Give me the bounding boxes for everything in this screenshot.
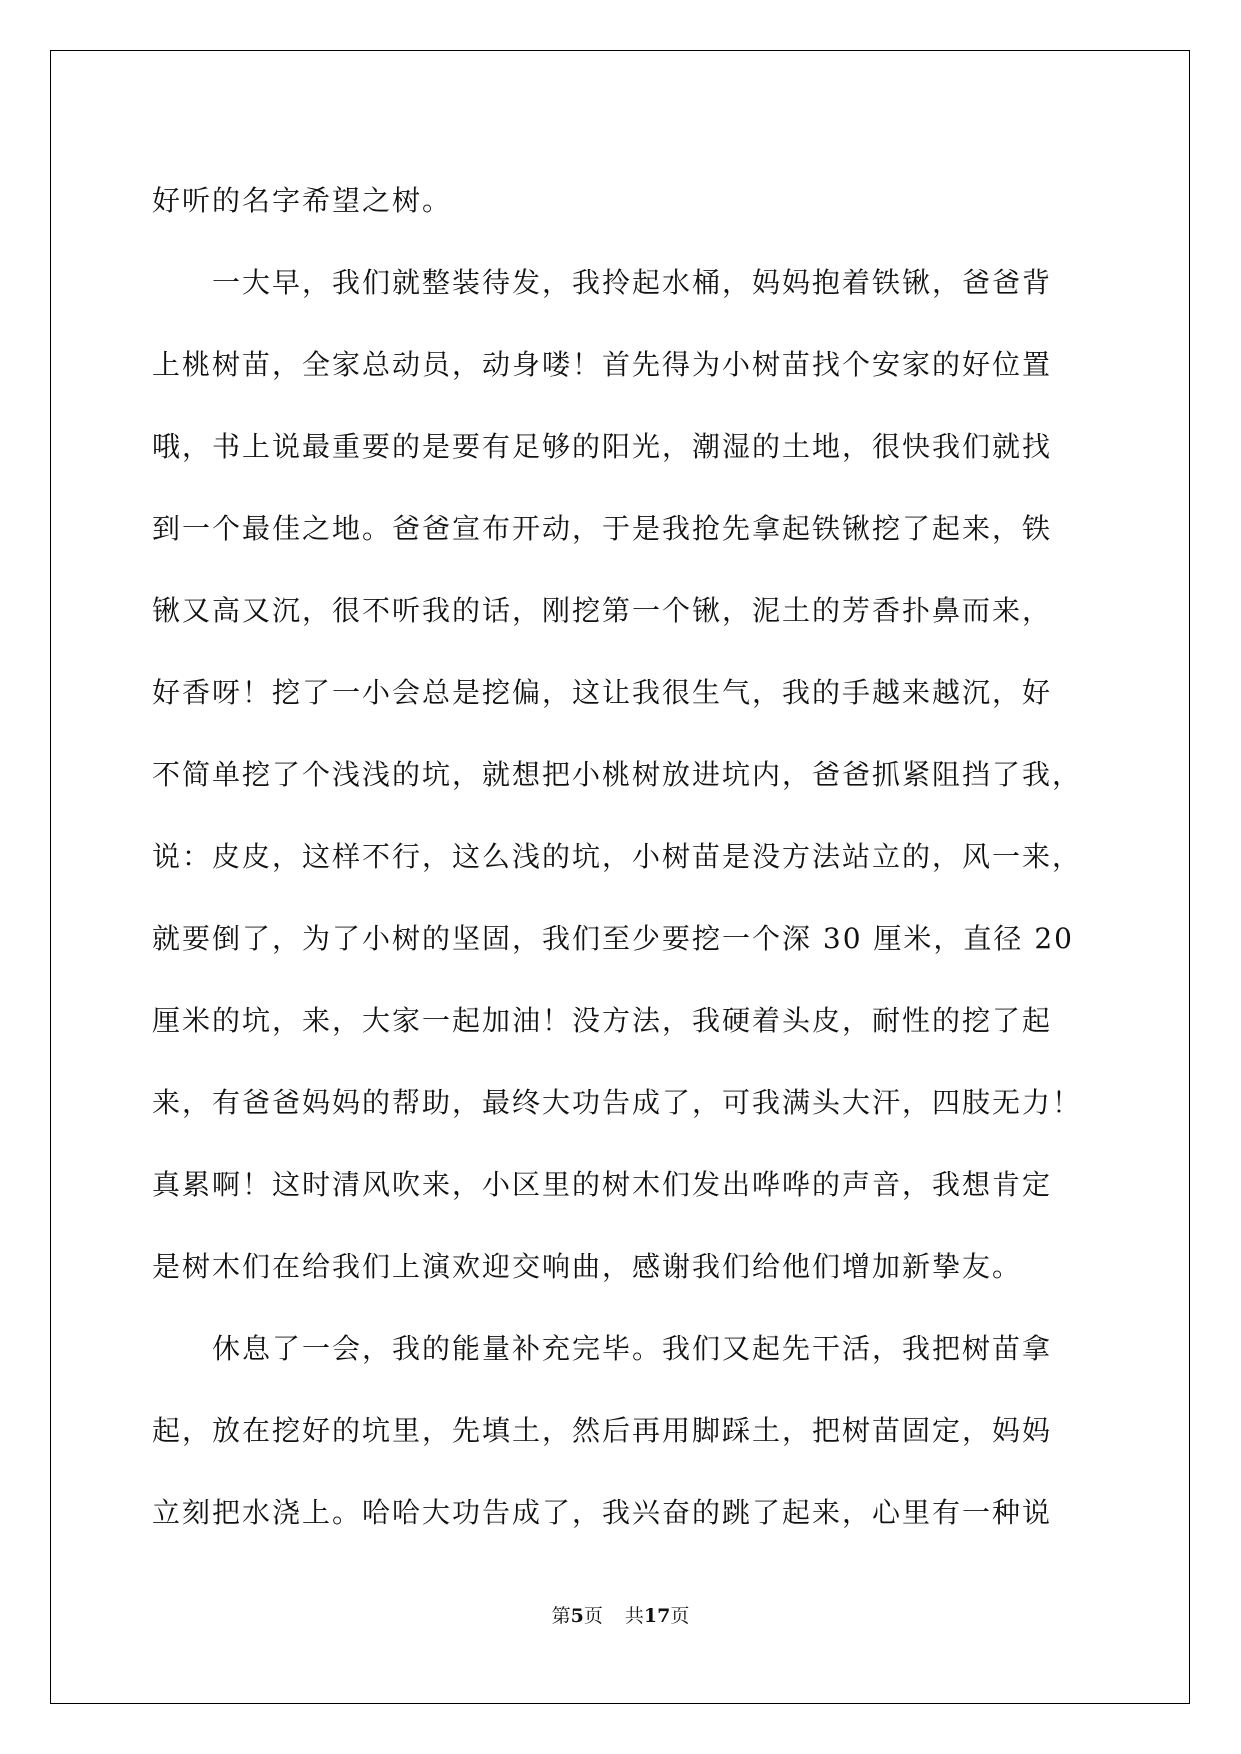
text-line: 好香呀！挖了一小会总是挖偏，这让我很生气，我的手越来越沉，好 — [152, 676, 1053, 709]
text-line: 来，有爸爸妈妈的帮助，最终大功告成了，可我满头大汗，四肢无力！ — [152, 1086, 1083, 1119]
text-line: 锹又高又沉，很不听我的话，刚挖第一个锹，泥土的芳香扑鼻而来， — [152, 594, 1053, 627]
page-prefix: 第 — [551, 1605, 571, 1627]
text-line: 起，放在挖好的坑里，先填土，然后再用脚踩土，把树苗固定，妈妈 — [152, 1414, 1053, 1447]
text-line: 就要倒了，为了小树的坚固，我们至少要挖一个深 30 厘米，直径 20 — [152, 922, 1074, 955]
text-line: 好听的名字希望之树。 — [152, 184, 453, 217]
text-line: 哦，书上说最重要的是要有足够的阳光，潮湿的土地，很快我们就找 — [152, 430, 1053, 463]
total-prefix: 共 — [624, 1605, 644, 1627]
text-line: 立刻把水浇上。哈哈大功告成了，我兴奋的跳了起来，心里有一种说 — [152, 1496, 1053, 1529]
text-line: 真累啊！这时清风吹来，小区里的树木们发出哗哗的声音，我想肯定 — [152, 1168, 1053, 1201]
document-body — [152, 160, 1088, 1554]
text-line: 不简单挖了个浅浅的坑，就想把小桃树放进坑内，爸爸抓紧阻挡了我， — [152, 758, 1083, 791]
total-suffix: 页 — [670, 1605, 690, 1627]
page-suffix: 页 — [583, 1605, 603, 1627]
text-line: 休息了一会，我的能量补充完毕。我们又起先干活，我把树苗拿 — [152, 1332, 1053, 1365]
page-footer — [0, 1604, 1241, 1628]
text-line: 一大早，我们就整装待发，我拎起水桶，妈妈抱着铁锹，爸爸背 — [152, 266, 1053, 299]
text-line: 说：皮皮，这样不行，这么浅的坑，小树苗是没方法站立的，风一来， — [152, 840, 1083, 873]
text-line: 上桃树苗，全家总动员，动身喽！首先得为小树苗找个安家的好位置 — [152, 348, 1053, 381]
text-line: 是树木们在给我们上演欢迎交响曲，感谢我们给他们增加新挚友。 — [152, 1250, 1023, 1283]
page-number: 5 — [570, 1605, 584, 1627]
text-line: 到一个最佳之地。爸爸宣布开动，于是我抢先拿起铁锹挖了起来，铁 — [152, 512, 1053, 545]
text-line: 厘米的坑，来，大家一起加油！没方法，我硬着头皮，耐性的挖了起 — [152, 1004, 1053, 1037]
total-pages: 17 — [643, 1605, 671, 1627]
